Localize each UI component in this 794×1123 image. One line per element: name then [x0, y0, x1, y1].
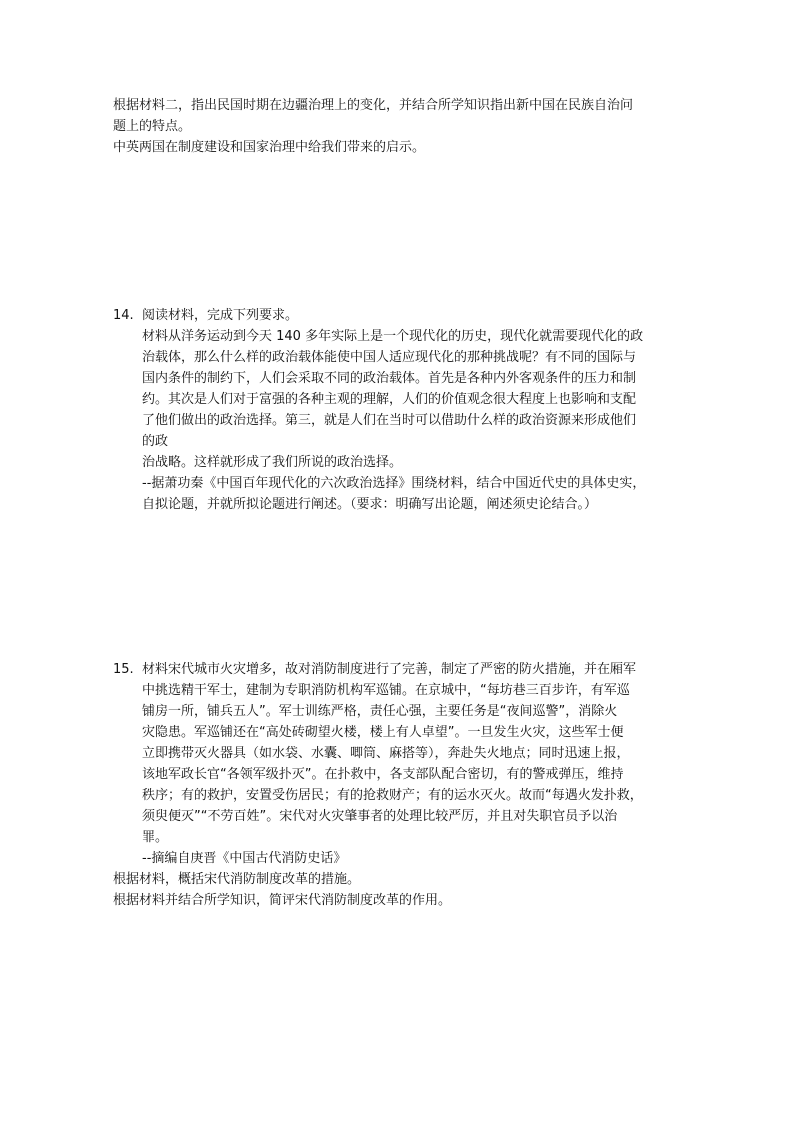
- q14-line-9: --据萧功秦《中国百年现代化的六次政治选择》围绕材料，结合中国近代史的具体史实，: [142, 476, 646, 491]
- q15-line-2: 中挑选精干军士，建制为专职消防机构军巡铺。在京城中，“每坊巷三百步许，有军巡: [142, 683, 630, 698]
- q15-line-5: 立即携带灭火器具（如水袋、水囊、唧筒、麻搭等），奔赴失火地点；同时迅速上报，: [142, 746, 630, 761]
- q15-line-3: 铺房一所，铺兵五人”。军士训练严格，责任心强，主要任务是“夜间巡警”，消除火: [142, 704, 618, 719]
- q14-line-10: 自拟论题，并就所拟论题进行阐述。（要求：明确写出论题，阐述须史论结合。）: [142, 497, 598, 512]
- q14-line-3: 治载体，那么什么样的政治载体能使中国人适应现代化的那种挑战呢？有不同的国际与: [142, 350, 637, 365]
- top-line-3: 中英两国在制度建设和国家治理中给我们带来的启示。: [113, 140, 426, 155]
- top-line-2: 题上的特点。: [113, 119, 192, 134]
- q14-line-7: 的政: [142, 434, 169, 449]
- q15-line-1: 材料宋代城市火灾增多，故对消防制度进行了完善，制定了严密的防火措施，并在厢军: [142, 662, 637, 677]
- q15-line-9: 罪。: [142, 830, 169, 845]
- question-14-number: 14.: [113, 308, 134, 323]
- q15-line-8: 须臾便灭”“不劳百姓”。宋代对火灾肇事者的处理比较严厉，并且对失职官员予以治: [142, 809, 618, 824]
- question-15-number: 15.: [113, 662, 134, 677]
- q14-line-2: 材料从洋务运动到今天 140 多年实际上是一个现代化的历史，现代化就需要现代化的政: [142, 329, 644, 344]
- q15-line-4: 灾隐患。军巡铺还在“高处砖砌望火楼，楼上有人卓望”。一旦发生火灾，这些军士便: [142, 725, 624, 740]
- q15-followup-2: 根据材料并结合所学知识，简评宋代消防制度改革的作用。: [113, 893, 452, 908]
- q15-source-line: --摘编自庚晋《中国古代消防史话》: [142, 851, 347, 866]
- q15-line-7: 秩序；有的救护，安置受伤居民；有的抢救财产；有的运水灭火。故而“每遇火发扑救，: [142, 788, 643, 803]
- q14-line-6: 了他们做出的政治选择。第三，就是人们在当时可以借助什么样的政治资源来形成他们: [142, 413, 637, 428]
- q15-followup-1: 根据材料，概括宋代消防制度改革的措施。: [113, 872, 361, 887]
- top-line-1: 根据材料二，指出民国时期在边疆治理上的变化，并结合所学知识指出新中国在民族自治问: [113, 98, 634, 113]
- q14-line-5: 约。其次是人们对于富强的各种主观的理解，人们的价值观念很大程度上也影响和支配: [142, 392, 637, 407]
- q14-line-1: 阅读材料，完成下列要求。: [142, 308, 299, 323]
- q14-line-8: 治战略。这样就形成了我们所说的政治选择。: [142, 455, 403, 470]
- q14-line-4: 国内条件的制约下，人们会采取不同的政治载体。首先是各种内外客观条件的压力和制: [142, 371, 637, 386]
- q15-line-6: 该地军政长官“各领军级扑灭”。在扑救中，各支部队配合密切，有的警戒弹压，维持: [142, 767, 624, 782]
